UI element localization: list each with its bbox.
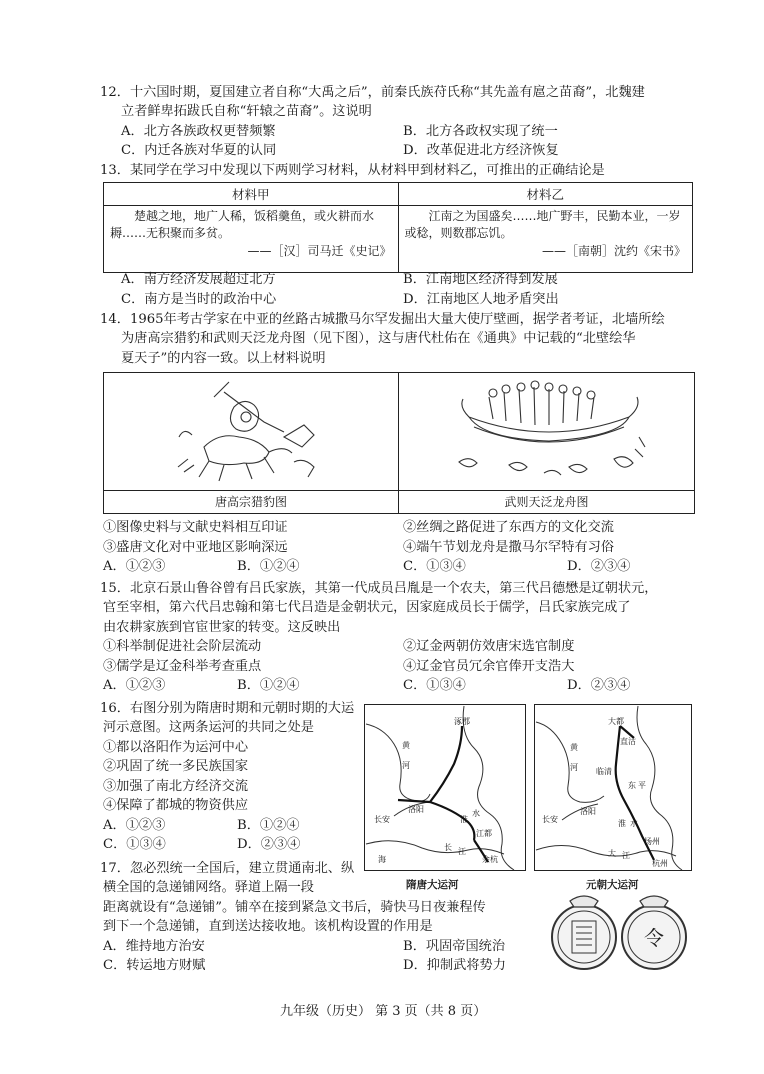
map2-label-zhigu: 直沽 [620,737,636,746]
q14-statement-3: ③盛唐文化对中亚地区影响深远 [103,540,288,555]
paizi-tokens-image [550,893,690,979]
map1-label-hai: 海 [378,855,386,864]
map2-label-hangzhou: 杭州 [652,859,668,868]
q12-option-b: B．北方各政权实现了统一 [403,124,558,139]
q16-statement-4: ④保障了都城的物资供应 [103,798,249,813]
q15-statement-1: ①科举制促进社会阶层流动 [103,639,262,654]
map2-label-jiang: 江 [622,851,630,860]
map1-label-luoyang: 洛阳 [408,805,424,814]
q15-option-c: C．①③④ [403,678,466,693]
yuan-canal-map [534,704,692,871]
q13-option-c: C．南方是当时的政治中心 [121,292,277,307]
q15-statement-2: ②辽金两朝仿效唐宋选官制度 [403,639,575,654]
map2-label-huang: 黄 [570,743,578,752]
q17-option-a: A．维持地方治安 [103,939,205,954]
q16-statement-3: ③加强了南北方经济交流 [103,779,249,794]
q17-option-d: D．抑制武将势力 [403,958,506,973]
q16-option-d: D．②③④ [237,837,301,852]
map1-label-chang: 长 [444,843,452,852]
q17-stem-line3: 距离就设有“急递铺”。铺卒在接到紧急文书后，骑快马日夜兼程传 [103,900,486,915]
q12-option-c: C．内迁各族对华夏的认同 [121,143,277,158]
map1-label-huai: 淮 [460,815,468,824]
map2-label-he: 河 [570,763,578,772]
material-a-text: 楚越之地，地广人稀，饭稻羹鱼，或火耕而水耨……无积聚而多贫。 [110,209,375,240]
map1-label-jiang: 江 [458,847,466,856]
q12-option-d: D．改革促进北方经济恢复 [403,143,559,158]
q14-stem-line1: 14．1965年考古学家在中亚的丝路古城撒马尔罕发掘出大量大使厅壁画，据学者考证，北墙所绘 [100,312,665,327]
sui-tang-canal-map [364,704,526,871]
q16-stem-line1: 16．右图分别为隋唐时期和元朝时期的大运 [100,701,355,716]
q13-option-b: B．江南地区经济得到发展 [403,272,558,287]
map1-label-shui: 水 [472,809,480,818]
q12-stem-line1: 12．十六国时期，夏国建立者自称“大禹之后”，前秦氏族苻氏称“其先盖有扈之苗裔”，北魏建 [100,85,645,100]
map1-label-yuhang: 余杭 [482,855,498,864]
map2-label-ping: 平 [638,781,646,790]
q16-stem-line2: 河示意图。这两条运河的共同之处是 [103,720,314,735]
q14-stem-line2: 为唐高宗猎豹和武则天泛龙舟图（见下图），这与唐代杜佑在《通典》中记载的“北壁绘华 [121,331,636,346]
q13-option-a: A．南方经济发展超过北方 [121,272,276,287]
q12-option-a: A．北方各族政权更替频繁 [121,124,276,139]
map2-label-huai: 淮 [618,819,626,828]
token-glyph: 令 [644,926,664,950]
q14-mural-figure [103,372,695,514]
q15-statement-4: ④辽金官员冗余官俸开支浩大 [403,659,575,674]
map1-label-jiangdu: 江都 [476,829,492,838]
q14-option-d: D．②③④ [567,559,631,574]
dragon-boat-mural-caption: 武则天泛龙舟图 [504,495,589,509]
q16-option-c: C．①③④ [103,837,166,852]
q15-stem-line2: 官至宰相，第六代吕忠翰和第七代吕造是金朝状元，因家庭成员长于儒学，吕氏家族完成了 [103,600,631,615]
map2-label-shui: 水 [630,819,638,828]
q16-option-a: A．①②③ [103,818,166,833]
dragon-boat-mural-image [449,377,649,487]
q15-option-d: D．②③④ [567,678,631,693]
map1-label-he: 河 [402,761,410,770]
material-b-source: ——［南朝］沈约《宋书》 [541,244,686,258]
hunting-mural-caption: 唐高宗猎豹图 [214,495,287,509]
q14-option-c: C．①③④ [403,559,466,574]
q16-statement-2: ②巩固了统一多民族国家 [103,759,249,774]
sui-tang-map-caption: 隋唐大运河 [406,879,459,891]
q13-option-d: D．江南地区人地矛盾突出 [403,292,559,307]
hunting-mural-image [174,377,334,487]
q17-option-c: C．转运地方财赋 [103,958,206,973]
q15-option-a: A．①②③ [103,678,166,693]
yuan-map-caption: 元朝大运河 [586,879,639,891]
q14-option-a: A．①②③ [103,559,166,574]
material-b-cell [398,206,693,273]
map2-label-changan: 长安 [542,815,558,824]
q17-stem-line4: 到下一个急递铺，直到送达接收地。该机构设置的作用是 [103,919,433,934]
map2-label-dong: 东 [628,781,636,790]
map1-label-changan: 长安 [374,815,390,824]
material-b-title: 材料乙 [398,183,693,206]
q17-stem-line2: 横全国的急递铺网络。驿道上隔一段 [103,880,314,895]
map2-label-da: 大 [608,849,616,858]
q13-material-table [103,182,693,273]
material-a-cell [104,206,399,273]
q14-statement-4: ④端午节划龙舟是撒马尔罕特有习俗 [403,540,614,555]
q16-statement-1: ①都以洛阳作为运河中心 [103,740,249,755]
map2-label-dadu: 大都 [608,717,624,726]
q17-option-b: B．巩固帝国统治 [403,939,506,954]
map1-label-zhuojun: 涿郡 [454,717,470,726]
q17-stem-line1: 17．忽必烈统一全国后，建立贯通南北、纵 [100,861,355,876]
map2-label-linqing: 临清 [596,767,612,776]
q12-stem-line2: 立者鲜卑拓跋氏自称“轩辕之苗裔”。这说明 [121,104,372,119]
page-footer: 九年级（历史） 第 3 页（共 8 页） [280,1004,487,1019]
material-b-text: 江南之为国盛矣……地广野丰，民勤本业，一岁或稔，则数郡忘饥。 [404,209,681,240]
q14-statement-2: ②丝绸之路促进了东西方的文化交流 [403,520,614,535]
q15-stem-line1: 15．北京石景山鲁谷曾有吕氏家族，其第一代成员吕胤是一个农夫，第三代吕德懋是辽朝状元， [100,581,658,596]
q16-option-b: B．①②④ [237,818,300,833]
q14-stem-line3: 夏天子”的内容一致。以上材料说明 [121,351,326,366]
map2-label-yangzhou: 扬州 [644,837,660,846]
q15-option-b: B．①②④ [237,678,300,693]
material-a-source: ——［汉］司马迁《史记》 [247,244,392,258]
q15-stem-line3: 由农耕家族到官宦世家的转变。这反映出 [103,620,341,635]
q15-statement-3: ③儒学是辽金科举考查重点 [103,659,262,674]
q14-option-b: B．①②④ [237,559,300,574]
map2-label-luoyang: 洛阳 [580,807,596,816]
q14-statement-1: ①图像史料与文献史料相互印证 [103,520,288,535]
map1-label-huang: 黄 [402,741,410,750]
material-a-title: 材料甲 [104,183,399,206]
q13-stem: 13．某同学在学习中发现以下两则学习材料，从材料甲到材料乙，可推出的正确结论是 [100,163,605,178]
